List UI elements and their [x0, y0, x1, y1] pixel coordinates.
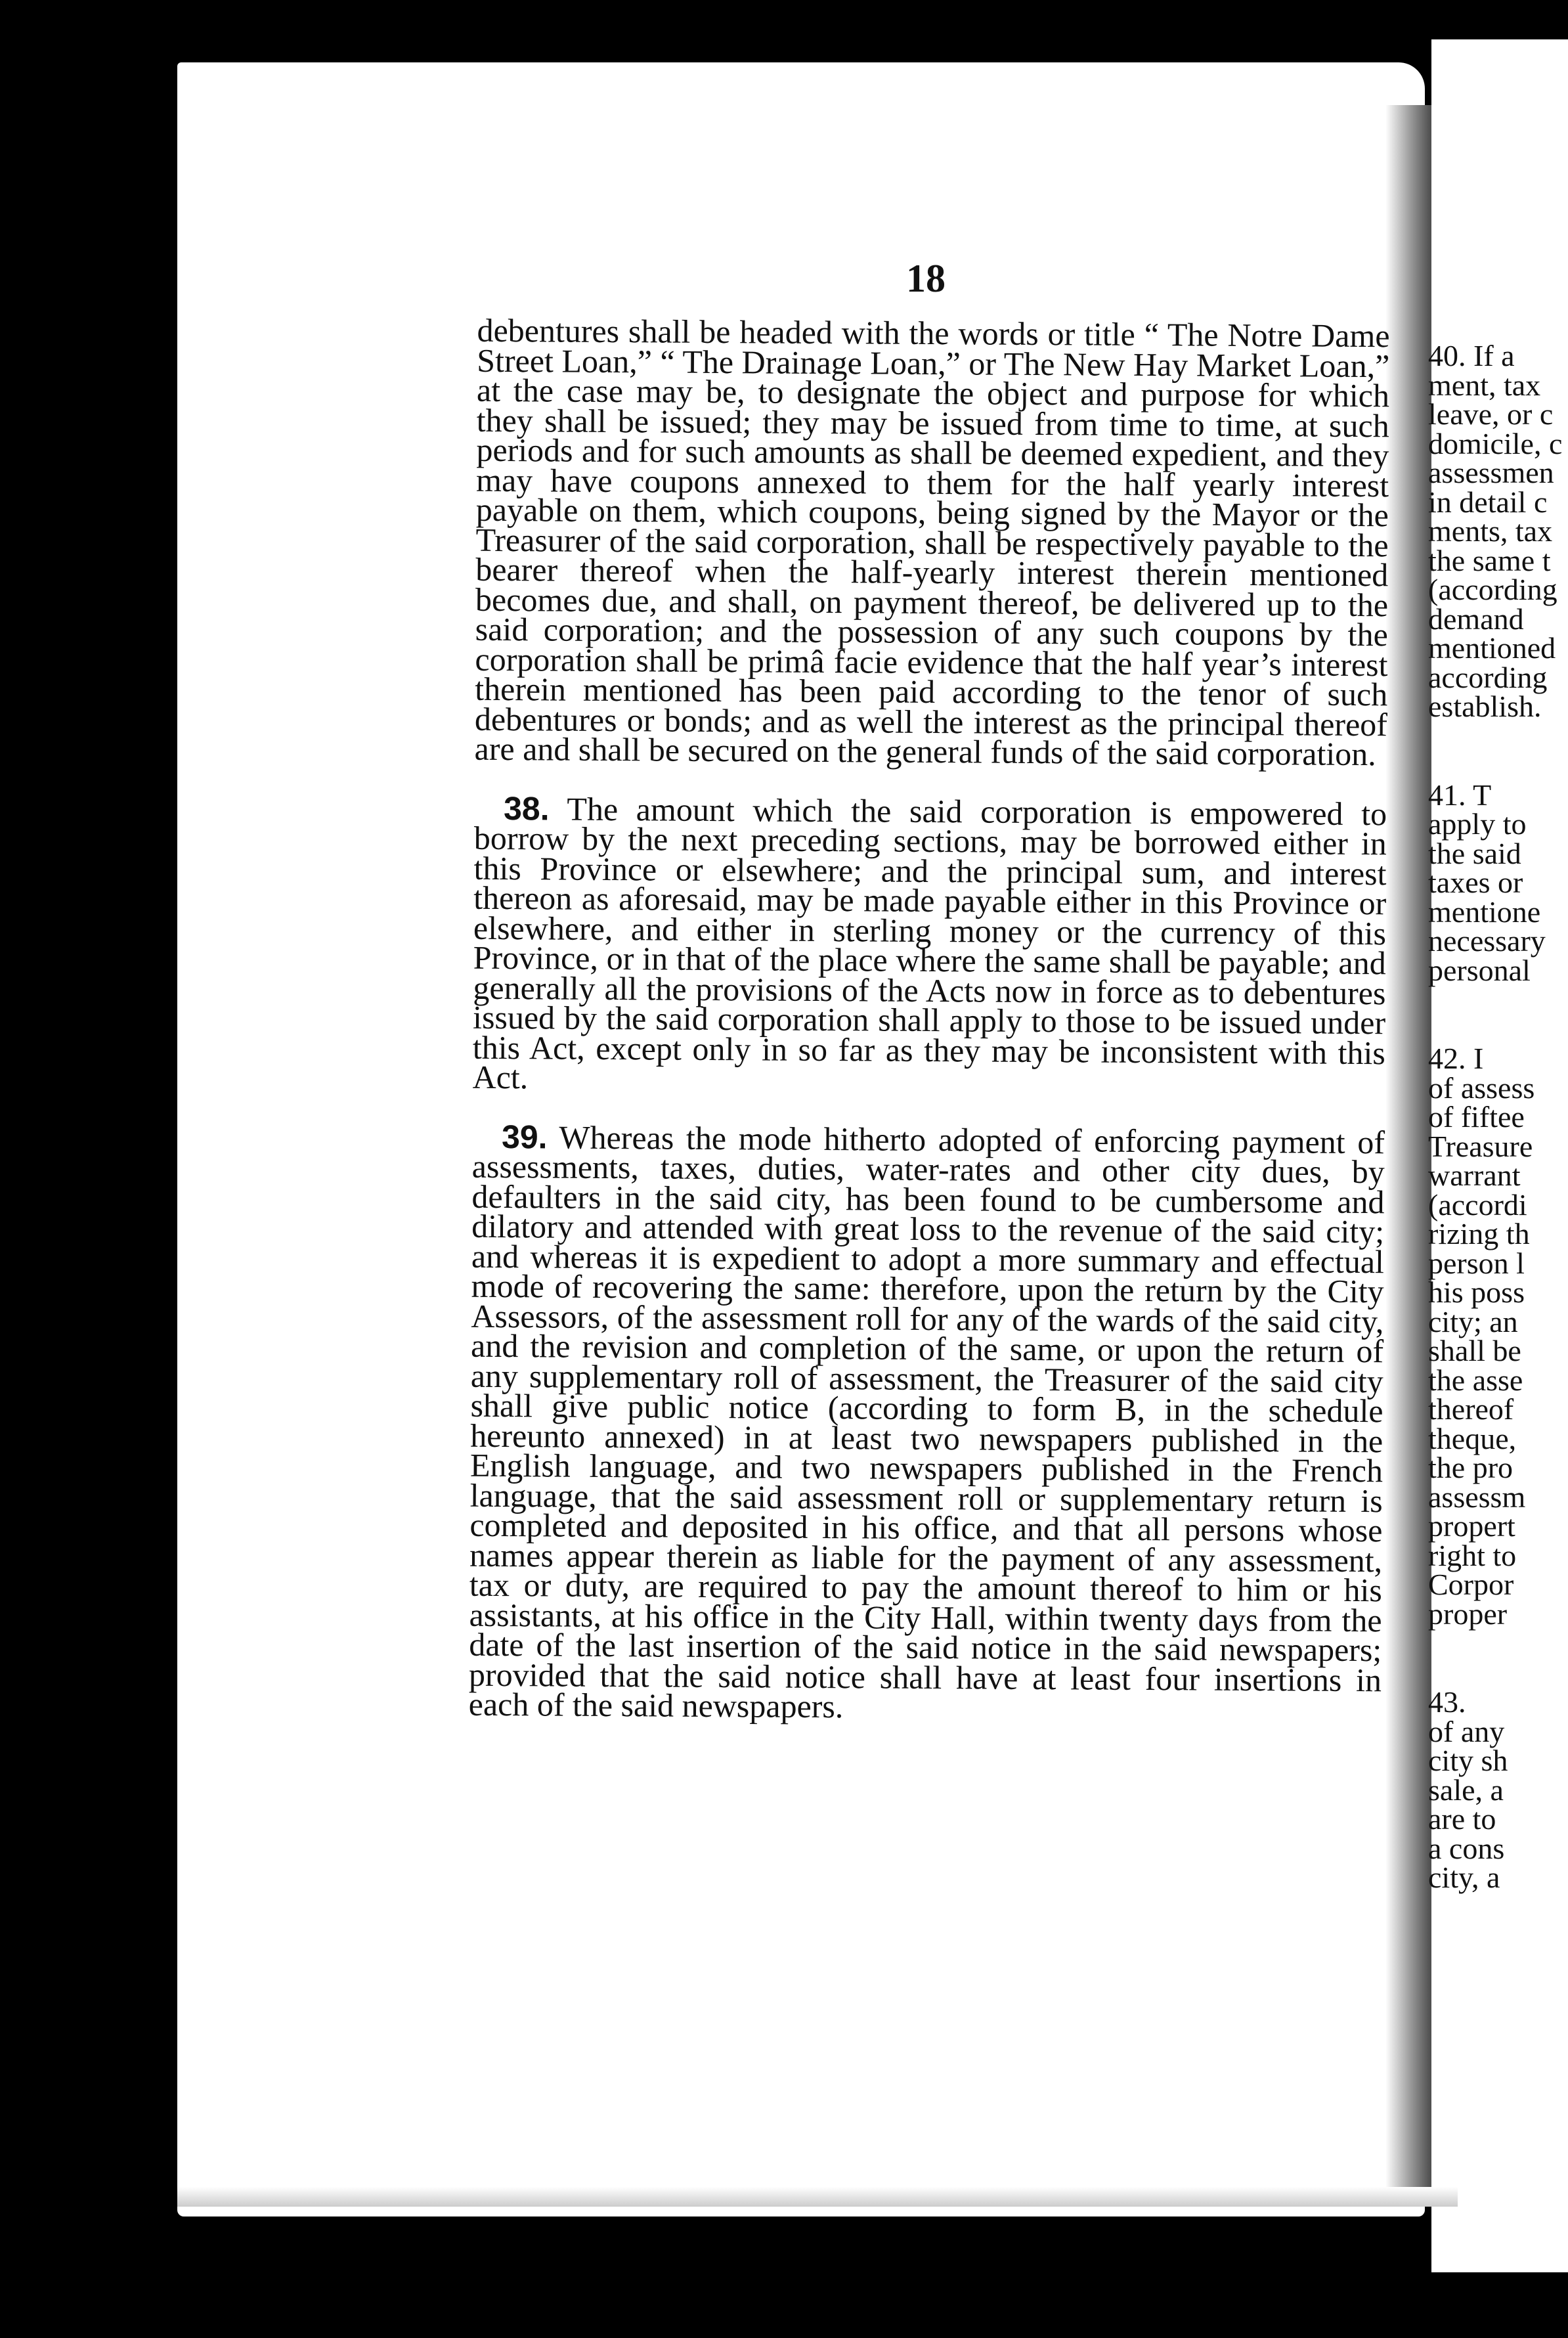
paragraph-continuation [474, 311, 1390, 773]
paragraph-text: debentures shall be headed with the words or title “ The Notre Dame Street Loan,” “ The Drainage Loan,” or The New Hay Market Loan,” at the case may be, to designate the object and purpose for which they shall be issued; they may be issued from time to time, at such periods and for such amounts as shall be deemed expedient, and they may have coupons annexed to them for the half yearly interest payable on them, which coupons, being signed by the Mayor or the Treasurer of the said corporation, shall be respectively payable to the bearer thereof when the half-yearly interest therein mentioned becomes due, and shall, on payment thereof, be delivered up to the said corporation; and the possession of any such coupons by the corporation shall be primâ facie evidence that the half year’s interest therein mentioned has been paid according to the tenor of such debentures or bonds; and as well the interest as the principal thereof are and shall be secured on the general funds of the said corporation. [474, 311, 1390, 773]
right-page-line: demand [1428, 602, 1524, 636]
right-page-line: the said [1428, 836, 1521, 870]
right-page-line: right to [1428, 1538, 1517, 1572]
right-page-line: (accordi [1428, 1187, 1527, 1222]
right-page-text-fragments [1428, 339, 1568, 1894]
right-page-line: a cons [1428, 1831, 1505, 1865]
right-page-line: of any [1428, 1714, 1505, 1748]
right-page-line: shall be [1428, 1334, 1521, 1367]
paragraph-section-38 [472, 789, 1387, 1097]
section-number: 39. [501, 1118, 548, 1155]
right-page-line: domicile, c [1428, 426, 1563, 460]
left-page-text [468, 311, 1390, 1755]
right-page-line: assessm [1428, 1480, 1526, 1514]
right-page-line: personal [1428, 953, 1531, 987]
right-page-line: establish. [1428, 690, 1542, 723]
right-page-line: necessary [1428, 924, 1546, 958]
paragraph-section-39 [468, 1118, 1385, 1725]
right-page-line: in detail c [1428, 485, 1548, 519]
right-page-line: of fiftee [1428, 1100, 1525, 1134]
right-page-line: proper [1428, 1597, 1508, 1631]
right-page-line: 40. If a [1428, 339, 1515, 372]
right-page-line: the same t [1428, 543, 1551, 577]
right-page-line: ment, tax [1428, 368, 1541, 402]
right-page-line: theque, [1428, 1421, 1517, 1455]
right-page-line: ments, tax [1428, 514, 1553, 548]
paragraph-text: Whereas the mode hitherto adopted of enforcing payment of assessments, taxes, duties, water-rates and other city dues, by defaulters in the said city, has been found to be cumbersome and dilatory and attended with great loss to the revenue of the said city; and whereas it is expedient to adopt a more summary and effectual mode of recovering the same: therefore, upon the return by the City Assessors, of the assessment roll for any of the wards of the said city, and the revision and completion of the same, or upon the return of any supplementary roll of assessment, the Treasurer of the said city shall give public notice (according to form B, in the schedule hereunto annexed) in at least two newspapers published in the English language, and two newspapers published in the French language, that the said assessment roll or supplementary return is completed and deposited in his office, and that all persons whose names appear therein as liable for the payment of any assessment, tax or duty, are required to pay the amount thereof to him or his assistants, at his office in the City Hall, within twenty days from the date of the last insertion of the said notice in the said newspapers; provided that the said notice shall have at least four insertions in each of the said newspapers. [468, 1118, 1385, 1725]
right-page-line: taxes or [1428, 866, 1523, 899]
right-page-line: city; an [1428, 1304, 1518, 1338]
right-page-line: city, a [1428, 1861, 1500, 1894]
right-page-line: 41. T [1428, 778, 1492, 812]
right-page-line: are to [1428, 1802, 1496, 1836]
right-page-line: 42. I [1428, 1042, 1484, 1075]
page-number: 18 [906, 257, 946, 300]
right-page-line: mentione [1428, 894, 1541, 929]
right-page-line: propert [1428, 1509, 1515, 1543]
right-page-line: sale, a [1428, 1773, 1504, 1807]
right-page-line: mentioned [1428, 631, 1556, 665]
right-page-gap [1428, 985, 1568, 1044]
section-number: 38. [503, 789, 550, 827]
right-page-line: his poss [1428, 1275, 1525, 1309]
right-page-line: apply to [1428, 807, 1527, 841]
right-page-line: thereof [1428, 1392, 1514, 1426]
right-page-line: city sh [1428, 1744, 1508, 1777]
right-page-line: Corpor [1428, 1568, 1514, 1601]
right-page-line: 43. [1428, 1685, 1466, 1719]
right-page-gap [1428, 1629, 1568, 1688]
right-page-line: person l [1428, 1246, 1525, 1280]
paragraph-text: The amount which the said corporation is empowered to borrow by the next preceding sections, may be borrowed either in this Province or elsewhere; and the principal sum, and interest thereon as aforesaid, may be made payable either in this Province or elsewhere, and either in sterling money or the currency of this Province, or in that of the place where the same shall be payable; and generally all the provisions of the Acts now in force as to debentures issued by the said corporation shall apply to those to be issued under this Act, except only in so far as they may be inconsistent with this Act. [472, 790, 1387, 1096]
right-page-line: assessmen [1428, 456, 1554, 489]
right-page-line: the pro [1428, 1451, 1514, 1484]
right-page-gap [1428, 722, 1568, 781]
right-page-line: of assess [1428, 1070, 1535, 1105]
page-bottom-shadow [177, 2187, 1458, 2207]
right-page-line: rizing th [1428, 1217, 1530, 1250]
right-page-line: leave, or c [1428, 397, 1554, 431]
right-page-line: Treasure [1428, 1129, 1533, 1163]
right-page-line: according [1428, 660, 1548, 694]
right-page-line: (according [1428, 573, 1557, 606]
right-page-line: warrant [1428, 1158, 1521, 1192]
right-page-line: the asse [1428, 1363, 1523, 1397]
